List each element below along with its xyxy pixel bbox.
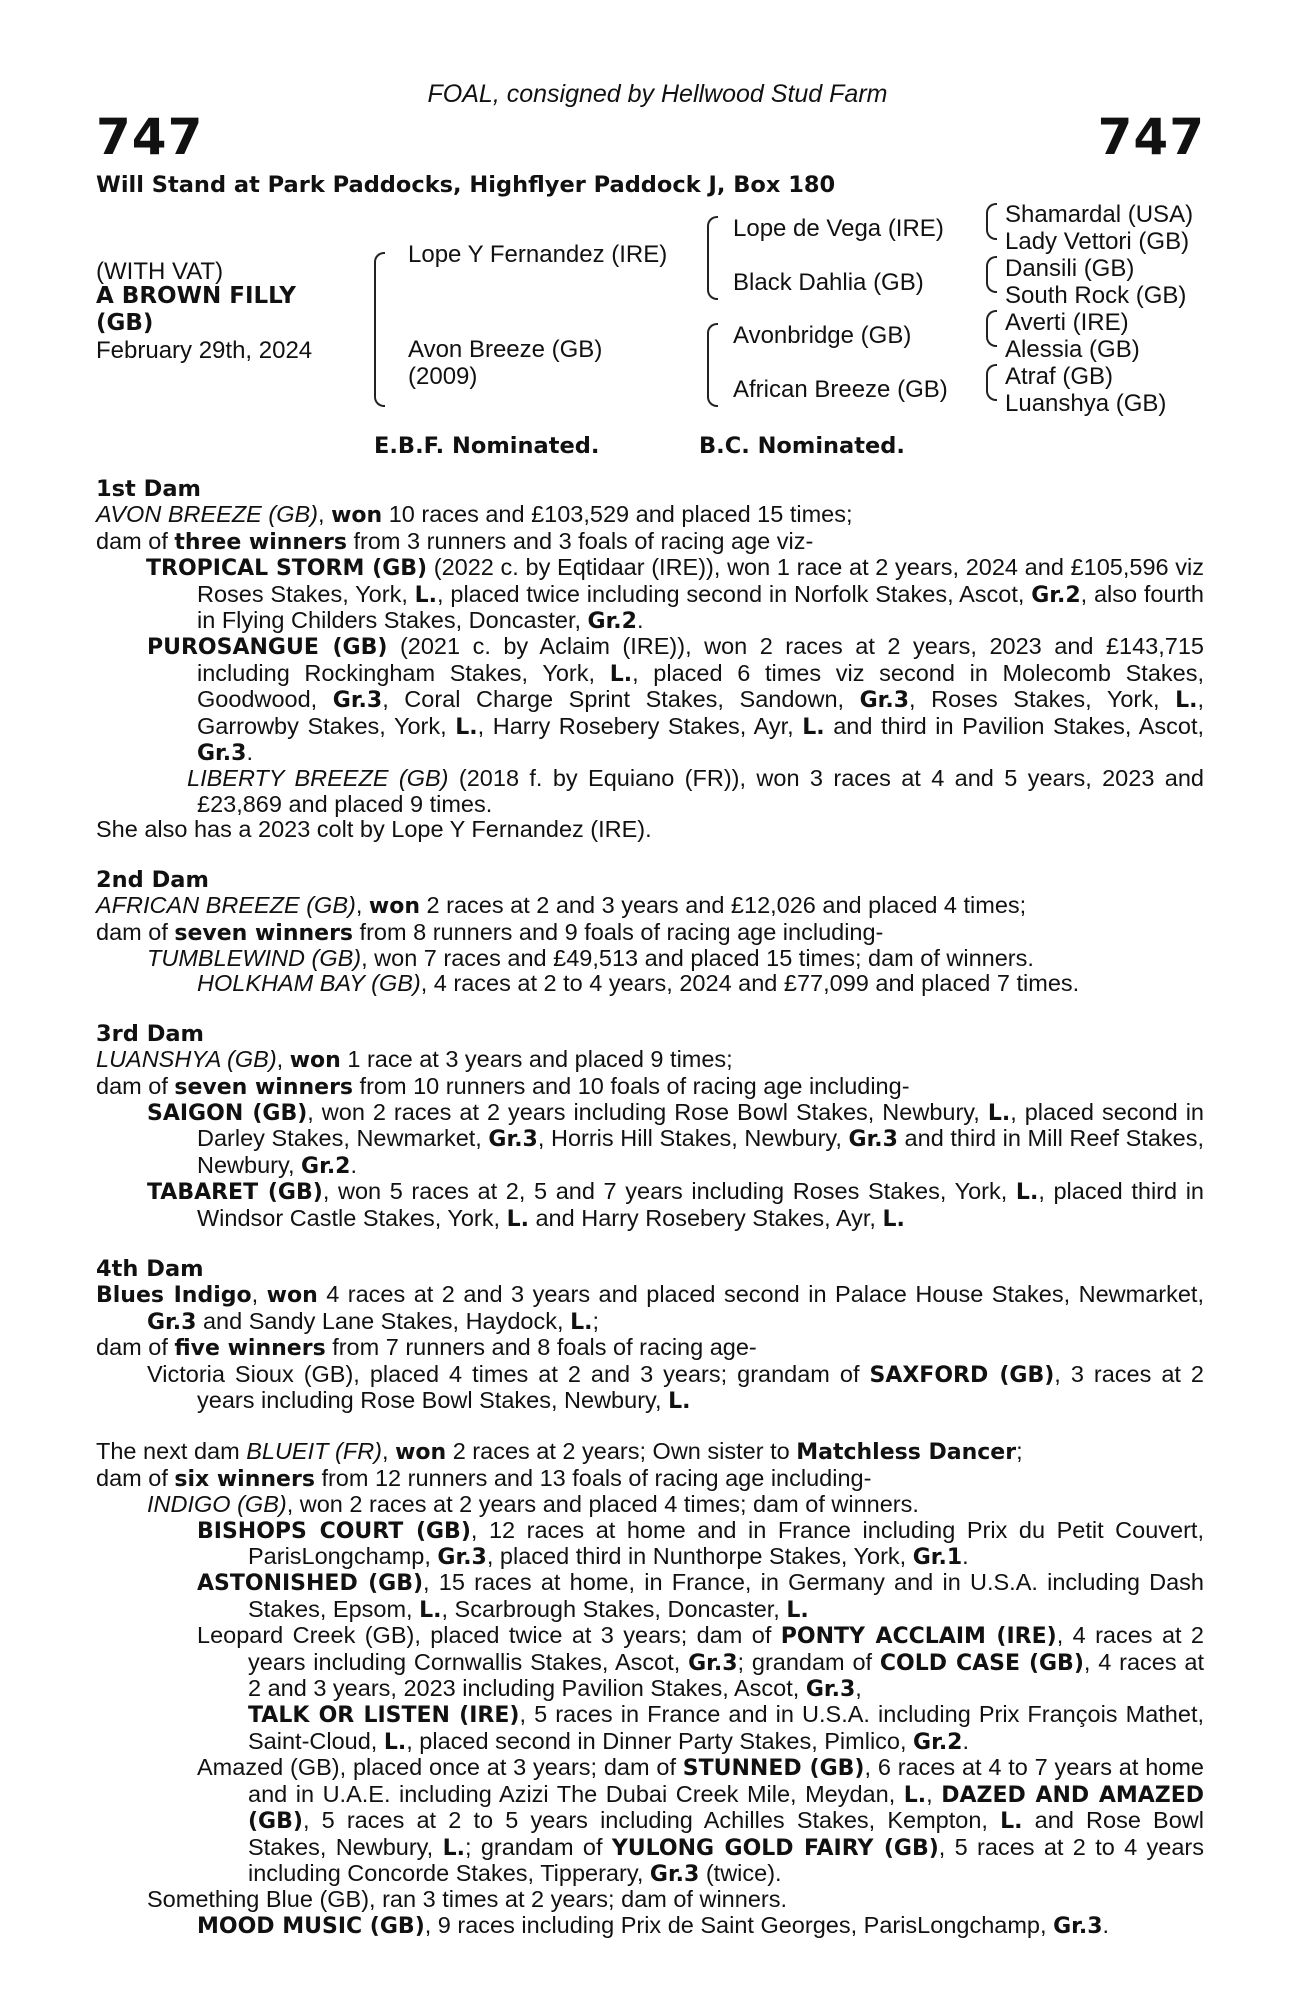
pedigree-dam-dam: African Breeze (GB) <box>733 376 948 403</box>
pedigree-g2: Lady Vettori (GB) <box>1005 228 1190 255</box>
progeny-entry: TALK OR LISTEN (IRE), 5 races in France and in U.S.A. including Prix François Mathet, Saint-Cloud, L., placed second in Dinner Party Stakes, Pimlico, Gr.2. <box>248 1701 1204 1755</box>
heading-third-dam: 3rd Dam <box>96 1020 204 1047</box>
progeny-entry: SAIGON (GB), won 2 races at 2 years including Rose Bowl Stakes, Newbury, L., placed second in Darley Stakes, Newmarket, Gr.3, Horris Hill Stakes, Newbury, Gr.3 and third in Mill Reef Stakes, Newbury, Gr.2. <box>147 1098 1204 1179</box>
pedigree-brace-dam <box>707 323 718 407</box>
progeny-entry: MOOD MUSIC (GB), 9 races including Prix de Saint Georges, ParisLongchamp, Gr.3. <box>197 1911 1110 1939</box>
pedigree-sire: Lope Y Fernandez (IRE) <box>408 241 668 268</box>
pedigree-dam-sire: Avonbridge (GB) <box>733 322 912 349</box>
fourth-dam-record: Blues Indigo, won 4 races at 2 and 3 years and placed second in Palace House Stakes, Newmarket, Gr.3 and Sandy Lane Stakes, Haydock, L.; <box>96 1281 1204 1335</box>
first-dam-produce-summary: dam of three winners from 3 runners and 3 foals of racing age viz- <box>96 527 814 555</box>
progeny-entry: HOLKHAM BAY (GB), 4 races at 2 to 4 years, 2024 and £77,099 and placed 7 times. <box>197 970 1080 997</box>
pedigree-brace-g2 <box>986 256 997 293</box>
ebf-nomination: E.B.F. Nominated. <box>374 433 600 459</box>
progeny-entry: Something Blue (GB), ran 3 times at 2 years; dam of winners. <box>147 1886 787 1913</box>
first-dam-record: AVON BREEZE (GB), won 10 races and £103,529 and placed 15 times; <box>96 501 853 529</box>
pedigree-g7: Atraf (GB) <box>1005 363 1114 390</box>
heading-first-dam: 1st Dam <box>96 476 201 502</box>
pedigree-g5: Averti (IRE) <box>1005 309 1129 336</box>
progeny-entry: PUROSANGUE (GB) (2021 c. by Aclaim (IRE)), won 2 races at 2 years, 2023 and £143,715 including Rockingham Stakes, York, L., placed 6 times viz second in Molecomb Stakes, Goodwood, Gr.3, Coral Charge Sprint Stakes, Sandown, Gr.3, Roses Stakes, York, L., Garrowby Stakes, York, L., Harry Rosebery Stakes, Ayr, L. and third in Pavilion Stakes, Ascot, Gr.3. <box>147 633 1205 767</box>
lot-number-right: 747 <box>1097 108 1205 166</box>
pedigree-g8: Luanshya (GB) <box>1005 390 1167 417</box>
progeny-entry: Amazed (GB), placed once at 3 years; dam of STUNNED (GB), 6 races at 4 to 7 years at home and in U.A.E. including Azizi The Dubai Creek Mile, Meydan, L., DAZED AND AMAZED (GB), 5 races at 2 to 5 years including Achilles Stakes, Kempton, L. and Rose Bowl Stakes, Newbury, L.; grandam of YULONG GOLD FAIRY (GB), 5 races at 2 to 4 years including Concorde Stakes, Tipperary, Gr.3 (twice). <box>197 1754 1205 1887</box>
pedigree-brace-g3 <box>986 310 997 347</box>
pedigree-brace-g4 <box>986 364 997 401</box>
third-dam-record: LUANSHYA (GB), won 1 race at 3 years and placed 9 times; <box>96 1046 733 1074</box>
pedigree-dam: Avon Breeze (GB) <box>408 336 603 363</box>
pedigree-brace-gen1 <box>374 252 385 407</box>
spacer <box>96 1414 1204 1439</box>
pedigree-sire-sire: Lope de Vega (IRE) <box>733 215 944 242</box>
vat-note: (WITH VAT) <box>96 258 224 285</box>
progeny-entry: INDIGO (GB), won 2 races at 2 years and placed 4 times; dam of winners. <box>147 1491 919 1518</box>
progeny-entry: TABARET (GB), won 5 races at 2, 5 and 7 years including Roses Stakes, York, L., placed third in Windsor Castle Stakes, York, L. and Harry Rosebery Stakes, Ayr, L. <box>147 1178 1205 1232</box>
fourth-dam-produce-summary: dam of five winners from 7 runners and 8 foals of racing age- <box>96 1334 757 1362</box>
catalogue-body <box>96 477 1204 1939</box>
lot-number-left: 747 <box>96 108 204 166</box>
second-dam-record: AFRICAN BREEZE (GB), won 2 races at 2 and 3 years and £12,026 and placed 4 times; <box>96 892 1027 920</box>
pedigree-brace-g1 <box>986 203 997 240</box>
progeny-entry: Leopard Creek (GB), placed twice at 3 years; dam of PONTY ACCLAIM (IRE), 4 races at 2 years including Cornwallis Stakes, Ascot, Gr.3; grandam of COLD CASE (GB), 4 races at 2 and 3 years, 2023 including Pavilion Stakes, Ascot, Gr.3, <box>197 1622 1205 1703</box>
subject-description-suffix: (GB) <box>96 310 154 336</box>
consignor-line: FOAL, consigned by Hellwood Stud Farm <box>427 80 888 108</box>
progeny-entry: TROPICAL STORM (GB) (2022 c. by Eqtidaar (IRE)), won 1 race at 2 years, 2024 and £105,596 viz Roses Stakes, York, L., placed twice including second in Norfolk Stakes, Ascot, Gr.2, also fourth in Flying Childers Stakes, Doncaster, Gr.2. <box>146 554 1204 635</box>
foaling-date: February 29th, 2024 <box>96 337 313 364</box>
heading-fourth-dam: 4th Dam <box>96 1255 204 1282</box>
pedigree-g4: South Rock (GB) <box>1005 282 1187 309</box>
pedigree-dam-year: (2009) <box>408 363 478 390</box>
bc-nomination: B.C. Nominated. <box>699 433 905 459</box>
pedigree-g6: Alessia (GB) <box>1005 336 1140 363</box>
next-dam-produce-summary: dam of six winners from 12 runners and 13 foals of racing age including- <box>96 1464 872 1492</box>
pedigree-sire-dam: Black Dahlia (GB) <box>733 269 924 296</box>
third-dam-produce-summary: dam of seven winners from 10 runners and 10 foals of racing age including- <box>96 1072 910 1100</box>
progeny-entry: Victoria Sioux (GB), placed 4 times at 2 and 3 years; grandam of SAXFORD (GB), 3 races at 2 years including Rose Bowl Stakes, Newbury, L. <box>147 1360 1204 1414</box>
second-dam-produce-summary: dam of seven winners from 8 runners and 9 foals of racing age including- <box>96 918 884 946</box>
pedigree-g1: Shamardal (USA) <box>1005 201 1194 228</box>
progeny-entry: TUMBLEWIND (GB), won 7 races and £49,513 and placed 15 times; dam of winners. <box>147 944 1034 971</box>
progeny-entry: LIBERTY BREEZE (GB) (2018 f. by Equiano (FR)), won 3 races at 4 and 5 years, 2023 and £23,869 and placed 9 times. <box>187 765 1204 817</box>
heading-second-dam: 2nd Dam <box>96 866 209 893</box>
pedigree-brace-sire <box>707 216 718 300</box>
next-dam-record: The next dam BLUEIT (FR), won 2 races at 2 years; Own sister to Matchless Dancer; <box>96 1438 1023 1466</box>
subject-description: A BROWN FILLY <box>96 283 296 309</box>
location-line: Will Stand at Park Paddocks, Highflyer Paddock J, Box 180 <box>96 172 836 198</box>
first-dam-note: She also has a 2023 colt by Lope Y Fernandez (IRE). <box>96 816 652 843</box>
pedigree-g3: Dansili (GB) <box>1005 255 1135 282</box>
progeny-entry: BISHOPS COURT (GB), 12 races at home and in France including Prix du Petit Couvert, ParisLongchamp, Gr.3, placed third in Nunthorpe Stakes, York, Gr.1. <box>197 1516 1204 1571</box>
progeny-entry: ASTONISHED (GB), 15 races at home, in France, in Germany and in U.S.A. including Dash Stakes, Epsom, L., Scarbrough Stakes, Doncaster, L. <box>197 1569 1204 1623</box>
